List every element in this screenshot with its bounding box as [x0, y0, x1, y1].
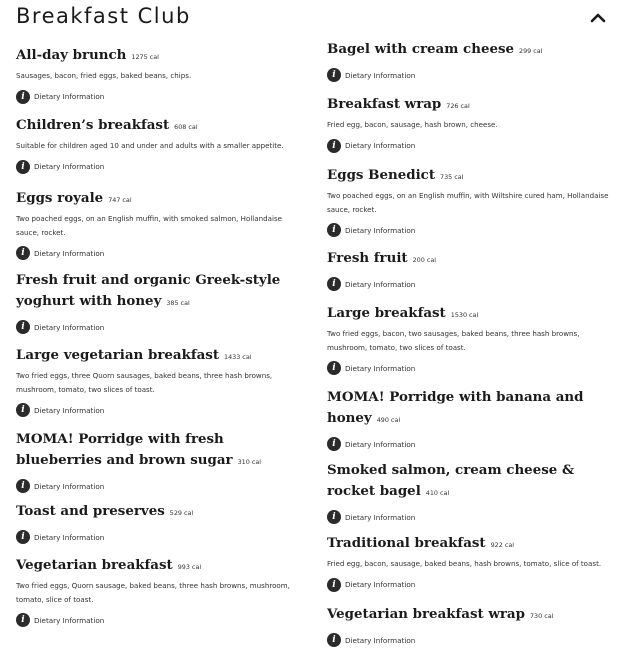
menu-item — [16, 344, 298, 417]
menu-item-calories: 735 cal — [440, 173, 464, 181]
menu-item-name: Smoked salmon, cream cheese & rocket bagel — [327, 462, 575, 499]
dietary-information-label: Dietary Information — [34, 92, 105, 101]
dietary-information-link[interactable] — [327, 510, 415, 524]
dietary-information-label: Dietary Information — [345, 363, 416, 373]
menu-item-name: Eggs Benedict — [327, 167, 436, 183]
menu-item-header — [16, 187, 298, 210]
dietary-information-label: Dietary Information — [345, 635, 416, 645]
dietary-information-label: Dietary Information — [34, 615, 105, 625]
dietary-information-label: Dietary Information — [34, 248, 105, 258]
menu-item-header — [16, 428, 298, 472]
menu-item-name: Large breakfast — [327, 305, 446, 321]
menu-item — [327, 459, 611, 524]
dietary-information-link[interactable] — [327, 68, 415, 82]
menu-item-name: Large vegetarian breakfast — [16, 347, 220, 363]
menu-item-name: Fresh fruit and organic Greek-style yoghurt with honey — [16, 272, 281, 309]
info-icon: i — [327, 578, 341, 592]
menu-item-name: Fresh fruit — [327, 250, 408, 266]
dietary-information-link[interactable] — [327, 578, 415, 592]
menu-item — [327, 93, 611, 153]
dietary-information-link[interactable] — [16, 530, 104, 544]
menu-item — [16, 500, 298, 544]
menu-item-name: Vegetarian breakfast wrap — [327, 606, 525, 622]
info-icon: i — [327, 68, 341, 82]
menu-item-calories: 1530 cal — [450, 311, 479, 319]
menu-item-calories: 1433 cal — [224, 353, 252, 361]
info-icon: i — [327, 223, 341, 237]
dietary-information-link[interactable] — [327, 277, 415, 291]
dietary-information-link[interactable] — [327, 223, 415, 237]
menu-item-description: Sausages, bacon, fried eggs, baked beans, chips. — [16, 71, 192, 80]
info-icon: i — [16, 320, 30, 334]
dietary-information-link[interactable] — [327, 139, 415, 153]
menu-item-name: All-day brunch — [16, 47, 127, 63]
menu-item-header — [16, 44, 298, 67]
menu-item-description: Fried egg, bacon, sausage, baked beans, hash browns, tomato, slice of toast. — [327, 559, 602, 568]
menu-item-description: Two fried eggs, Quorn sausage, baked beans, three hash browns, mushroom, tomato, slice of toast. — [16, 581, 290, 604]
menu-item — [327, 247, 611, 291]
menu-item-calories: 385 cal — [166, 299, 190, 307]
info-icon: i — [16, 530, 30, 544]
menu-item-name: Eggs royale — [16, 190, 104, 206]
info-icon: i — [327, 510, 341, 524]
menu-item-name: Bagel with cream cheese — [327, 41, 515, 57]
menu-item-description: Two fried eggs, three Quorn sausages, baked beans, three hash browns, mushroom, tomato, two slices of toast. — [16, 371, 273, 394]
dietary-information-link[interactable] — [16, 613, 104, 627]
menu-item-header — [16, 344, 298, 367]
info-icon: i — [327, 139, 341, 153]
menu-item-header — [327, 164, 611, 187]
dietary-information-link[interactable] — [16, 246, 104, 260]
dietary-information-link[interactable] — [16, 320, 104, 334]
menu-item-calories: 730 cal — [529, 612, 554, 620]
info-icon: i — [16, 613, 30, 627]
menu-item-name: MOMA! Porridge with fresh blueberries and brown sugar — [16, 431, 233, 468]
info-icon: i — [16, 246, 30, 260]
info-icon: i — [327, 633, 341, 647]
info-icon: i — [327, 437, 341, 451]
section-header — [0, 0, 621, 38]
menu-item-calories: 310 cal — [237, 458, 262, 466]
dietary-information-label: Dietary Information — [34, 405, 105, 415]
menu-item-calories: 993 cal — [177, 563, 202, 571]
menu-item-description: Fried egg, bacon, sausage, hash brown, cheese. — [327, 120, 498, 129]
dietary-information-label: Dietary Information — [345, 141, 416, 150]
menu-item-name: Toast and preserves — [16, 503, 165, 519]
dietary-information-label: Dietary Information — [345, 279, 416, 289]
dietary-information-label: Dietary Information — [345, 580, 416, 589]
menu-item — [327, 164, 611, 237]
menu-item — [16, 114, 298, 174]
menu-item-calories: 410 cal — [425, 489, 450, 497]
menu-item-header — [327, 38, 611, 61]
menu-item-name: Traditional breakfast — [327, 535, 486, 551]
dietary-information-label: Dietary Information — [345, 512, 416, 522]
menu-item-description: Two poached eggs, on an English muffin, with smoked salmon, Hollandaise sauce, rocket. — [16, 214, 283, 237]
menu-item-header — [327, 603, 611, 626]
menu-item — [16, 187, 298, 260]
menu-item-name: Breakfast wrap — [327, 96, 442, 112]
menu-item-calories: 922 cal — [490, 541, 515, 549]
menu-item-description: Two fried eggs, bacon, two sausages, baked beans, three hash browns, mushroom, tomato, two slices of toast. — [327, 329, 580, 352]
menu-item-name: Vegetarian breakfast — [16, 557, 173, 573]
dietary-information-link[interactable] — [327, 633, 415, 647]
menu-item-calories: 529 cal — [169, 509, 194, 517]
menu-item-header — [327, 302, 611, 325]
menu-item — [16, 428, 298, 493]
section-title: Breakfast Club — [16, 4, 191, 28]
menu-item — [327, 386, 611, 451]
menu-item-header — [327, 532, 611, 555]
menu-item — [327, 38, 611, 82]
info-icon: i — [16, 160, 30, 174]
menu-item-description: Two poached eggs, on an English muffin, with Wiltshire cured ham, Hollandaise sauce, rocket. — [327, 191, 609, 214]
menu-item-calories: 608 cal — [174, 123, 198, 131]
dietary-information-link[interactable] — [16, 479, 104, 493]
dietary-information-link[interactable] — [16, 403, 104, 417]
dietary-information-label: Dietary Information — [345, 225, 416, 235]
dietary-information-label: Dietary Information — [345, 70, 416, 80]
menu-item-description: Suitable for children aged 10 and under and adults with a smaller appetite. — [16, 141, 284, 150]
menu-item-calories: 1275 cal — [131, 53, 159, 61]
dietary-information-label: Dietary Information — [34, 322, 105, 332]
menu-item — [16, 554, 298, 627]
menu-item-calories: 299 cal — [519, 47, 543, 55]
menu-item — [16, 44, 298, 104]
dietary-information-link[interactable] — [16, 90, 104, 104]
menu-item-header — [16, 554, 298, 577]
menu-item-calories: 200 cal — [412, 256, 437, 264]
menu-item-name: Children’s breakfast — [16, 117, 170, 133]
menu-item-calories: 747 cal — [108, 196, 132, 204]
menu-item-header — [327, 93, 611, 116]
dietary-information-link[interactable] — [16, 160, 104, 174]
dietary-information-link[interactable] — [327, 361, 415, 375]
menu-item-header — [16, 500, 298, 523]
chevron-up-icon[interactable] — [588, 8, 608, 28]
info-icon: i — [16, 90, 30, 104]
info-icon: i — [327, 277, 341, 291]
menu-item-header — [16, 269, 298, 313]
menu-item — [327, 603, 611, 647]
menu-item-header — [327, 386, 611, 430]
dietary-information-label: Dietary Information — [34, 532, 105, 542]
info-icon: i — [327, 361, 341, 375]
dietary-information-label: Dietary Information — [34, 481, 105, 491]
info-icon: i — [16, 479, 30, 493]
menu-item-name: MOMA! Porridge with banana and honey — [327, 389, 584, 426]
dietary-information-link[interactable] — [327, 437, 415, 451]
menu-item-calories: 726 cal — [446, 102, 470, 110]
menu-item — [16, 269, 298, 334]
menu-item-calories: 490 cal — [376, 416, 401, 424]
info-icon: i — [16, 403, 30, 417]
menu-item — [327, 302, 611, 375]
menu-item-header — [327, 247, 611, 270]
menu-item-header — [16, 114, 298, 137]
menu-item — [327, 532, 611, 592]
dietary-information-label: Dietary Information — [345, 439, 416, 449]
dietary-information-label: Dietary Information — [34, 162, 105, 171]
menu-item-header — [327, 459, 611, 503]
